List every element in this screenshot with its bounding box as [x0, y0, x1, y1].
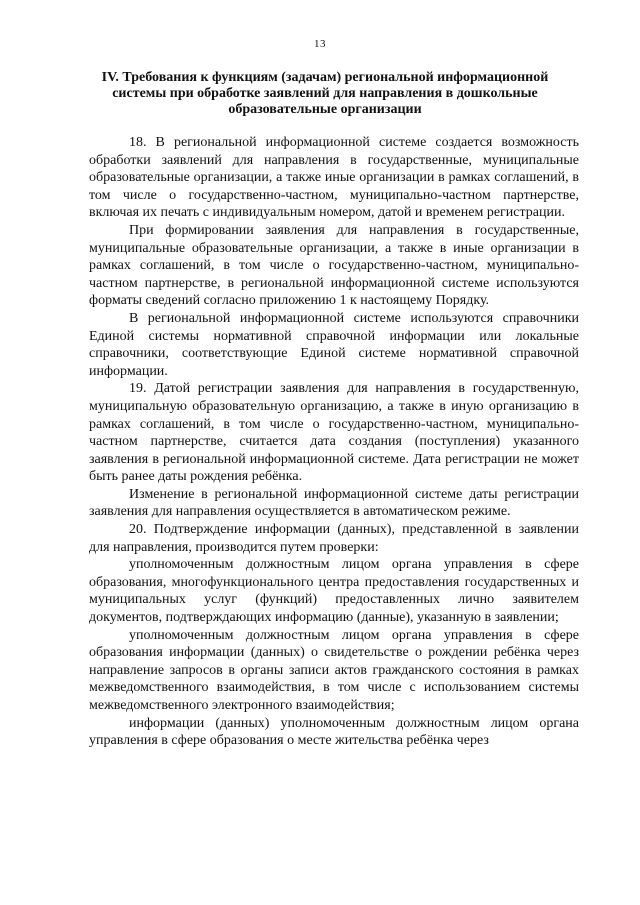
list-item-birth-certificate-check: уполномоченным должностным лицом органа управления в сфере образования информации (данных) о свидетельстве о рождении ребёнка через направление запросов в органы записи актов гражданского состояния в рамках межведомственного взаимодействия, в том числе с использованием системы межведомственного электронного взаимодействия; — [89, 627, 579, 713]
paragraph-date-change: Изменение в региональной информационной системе даты регистрации заявления для направления осуществляется в автоматическом режиме. — [89, 486, 579, 520]
paragraph-reference-books: В региональной информационной системе используются справочники Единой системы нормативной справочной информации или локальные справочники, соответствующие Единой системе нормативной справочной информации. — [89, 310, 579, 379]
list-item-documents-check: уполномоченным должностным лицом органа управления в сфере образования, многофункционального центра предоставления государственных и муниципальных услуг (функций) предоставленных лично заявителем документов, подтверждающих информацию (данные), указанную в заявлении; — [89, 557, 579, 626]
page-number: 13 — [314, 38, 326, 50]
paragraph-18: 18. В региональной информационной системе создается возможность обработки заявлений для направления в государственные, муниципальные образовательные организации, а также иные организации в рамках соглашений, в том числе о государственно-частном, муниципально-частном партнерстве, включая их печать с индивидуальным номером, датой и временем регистрации. — [89, 135, 579, 221]
list-item-residence-check: информации (данных) уполномоченным должностным лицом органа управления в сфере образования о месте жительства ребёнка через — [89, 715, 579, 749]
paragraph-forming-application: При формировании заявления для направления в государственные, муниципальные образовательные организации, а также в иные организации в рамках соглашений, в том числе о государственно-частном, муниципально-частном партнерстве, в региональной информационной системе используются форматы сведений согласно приложению 1 к настоящему Порядку. — [89, 222, 579, 309]
body-text — [89, 134, 579, 750]
section-heading: IV. Требования к функциям (задачам) региональной информационной системы при обработке заявлений для направления в дошкольные образовательные организации — [101, 70, 549, 118]
paragraph-19: 19. Датой регистрации заявления для направления в государственную, муниципальную образовательную организацию, а также в иную организацию в рамках соглашений, в том числе о государственно-частном, муниципально-частном партнерстве, считается дата создания (поступления) указанного заявления в региональной информационной системе. Дата регистрации не может быть ранее даты рождения ребёнка. — [89, 381, 579, 485]
paragraph-20: 20. Подтверждение информации (данных), представленной в заявлении для направления, производится путем проверки: — [89, 522, 579, 555]
